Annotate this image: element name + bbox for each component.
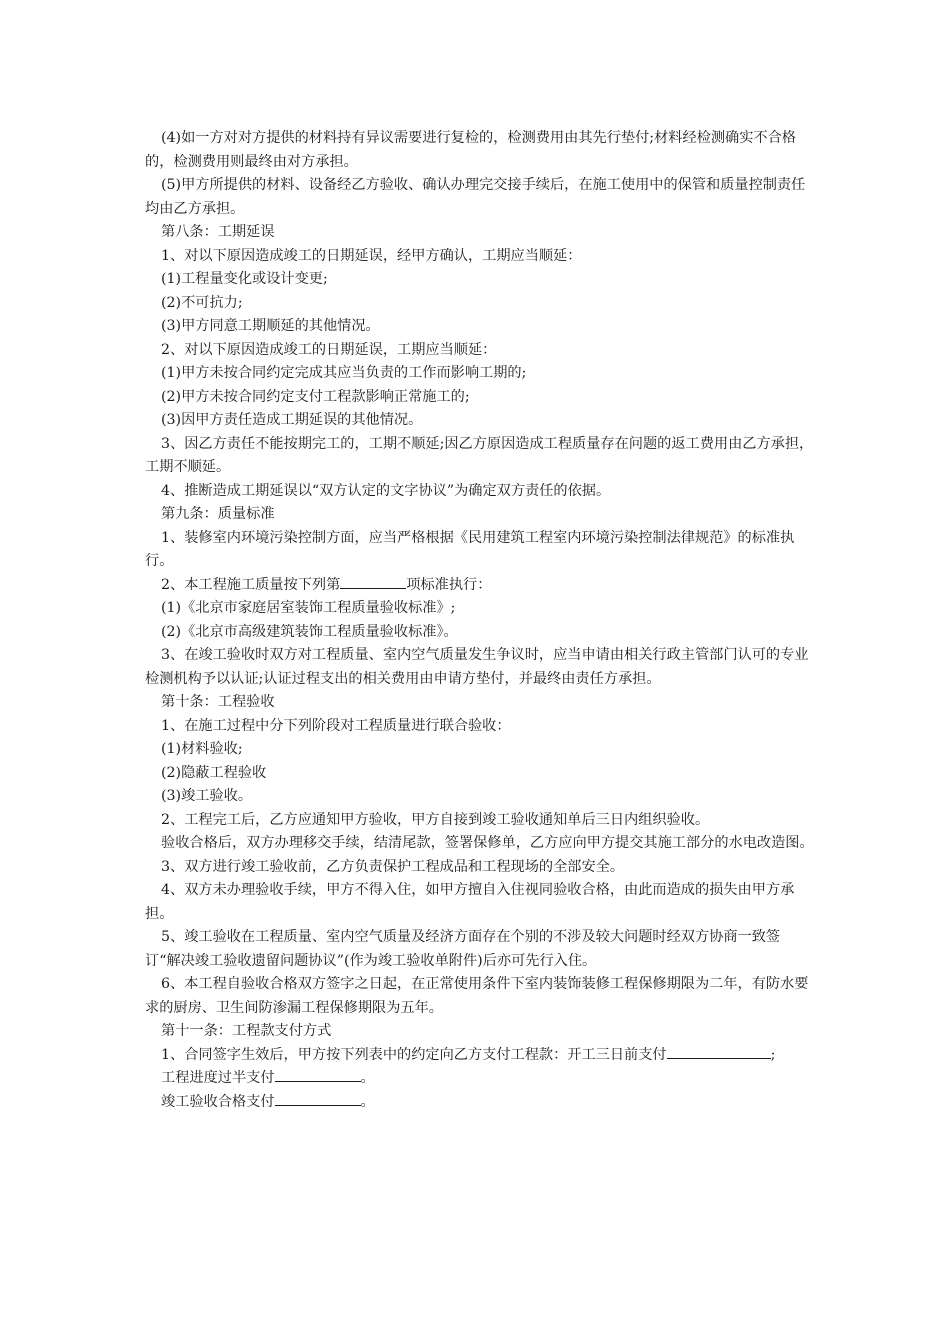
clause-paragraph: (4)如一方对对方提供的材料持有异议需要进行复检的，检测费用由其先行垫付;材料经检测确实不合格的，检测费用则最终由对方承担。 <box>145 130 796 170</box>
completion-payment-line <box>145 1091 815 1115</box>
clause-text: 1、合同签字生效后，甲方按下列表中的约定向乙方支付工程款：开工三日前支付 <box>161 1046 667 1063</box>
clause-text: ; <box>770 1046 776 1063</box>
clause-text: 工程进度过半支付 <box>161 1070 275 1086</box>
section-heading-8: 第八条：工期延误 <box>161 224 275 240</box>
section-heading-11: 第十一条：工程款支付方式 <box>161 1023 332 1039</box>
clause-paragraph: 2、对以下原因造成竣工的日期延误，工期应当顺延： <box>161 341 497 358</box>
clause-paragraph: 3、因乙方责任不能按期完工的，工期不顺延;因乙方原因造成工程质量存在问题的返工费用由乙方承担，工期不顺延。 <box>145 435 814 475</box>
clause-text: 2、本工程施工质量按下列第 <box>161 576 341 593</box>
clause-paragraph: 2、工程完工后，乙方应通知甲方验收，甲方自接到竣工验收通知单后三日内组织验收。 <box>161 811 710 828</box>
clause-paragraph: 3、在竣工验收时双方对工程质量、室内空气质量发生争议时，应当申请由相关行政主管部门认可的专业检测机构予以认证;认证过程支出的相关费用由申请方垫付，并最终由责任方承担。 <box>145 647 809 687</box>
clause-paragraph: 3、双方进行竣工验收前，乙方负责保护工程成品和工程现场的全部安全。 <box>161 858 625 875</box>
section-heading-10: 第十条：工程验收 <box>161 694 275 710</box>
clause-item: (2)不可抗力; <box>161 294 243 311</box>
clause-paragraph: (5)甲方所提供的材料、设备经乙方验收、确认办理完交接手续后，在施工使用中的保管和质量控制责任均由乙方承担。 <box>145 177 806 217</box>
payment-clause <box>145 1044 815 1068</box>
clause-text: 。 <box>360 1093 375 1110</box>
clause-paragraph: 1、在施工过程中分下列阶段对工程质量进行联合验收： <box>161 717 511 734</box>
clause-paragraph: 1、对以下原因造成竣工的日期延误，经甲方确认，工期应当顺延： <box>161 247 582 264</box>
clause-paragraph: 4、推断造成工期延误以“双方认定的文字协议”为确定双方责任的依据。 <box>161 482 611 499</box>
progress-payment-line <box>145 1067 815 1091</box>
clause-text: 竣工验收合格支付 <box>161 1093 275 1110</box>
clause-text: 。 <box>360 1070 375 1086</box>
clause-item: (2)隐蔽工程验收 <box>161 764 267 781</box>
clause-item: (3)因甲方责任造成工期延误的其他情况。 <box>161 412 423 428</box>
clause-paragraph: 6、本工程自验收合格双方签字之日起，在正常使用条件下室内装饰装修工程保修期限为二年，有防水要求的厨房、卫生间防渗漏工程保修期限为五年。 <box>145 976 809 1016</box>
clause-item: (2)《北京市高级建筑装饰工程质量验收标准》。 <box>161 623 458 640</box>
clause-paragraph: 1、装修室内环境污染控制方面，应当严格根据《民用建筑工程室内环境污染控制法律规范》的标准执行。 <box>145 529 795 569</box>
clause-item: (2)甲方未按合同约定支付工程款影响正常施工的; <box>161 388 470 405</box>
clause-item: (3)竣工验收。 <box>161 788 253 804</box>
contract-text <box>145 127 815 1114</box>
section-heading-9: 第九条：质量标准 <box>161 506 275 522</box>
fill-in-blank <box>340 574 406 589</box>
clause-item: (3)甲方同意工期顺延的其他情况。 <box>161 318 380 334</box>
clause-text: 项标准执行： <box>406 576 492 593</box>
fill-in-blank <box>667 1044 745 1059</box>
fill-in-blank <box>275 1067 361 1082</box>
clause-item: (1)《北京市家庭居室装饰工程质量验收标准》; <box>161 600 456 616</box>
clause-paragraph: 4、双方未办理验收手续，甲方不得入住，如甲方擅自入住视同验收合格，由此而造成的损失由甲方承担。 <box>145 882 795 922</box>
fill-in-blank <box>745 1044 771 1059</box>
clause-item: (1)甲方未按合同约定完成其应当负责的工作而影响工期的; <box>161 365 527 381</box>
quality-standard-clause <box>145 574 815 598</box>
clause-paragraph: 5、竣工验收在工程质量、室内空气质量及经济方面存在个别的不涉及较大问题时经双方协商一致签订“解决竣工验收遗留问题协议”(作为竣工验收单附件)后亦可先行入住。 <box>145 929 781 969</box>
clause-item: (1)工程量变化或设计变更; <box>161 271 328 287</box>
fill-in-blank <box>275 1091 361 1106</box>
clause-paragraph: 验收合格后，双方办理移交手续，结清尾款，签署保修单，乙方应向甲方提交其施工部分的水电改造图。 <box>161 835 814 851</box>
clause-item: (1)材料验收; <box>161 741 243 757</box>
